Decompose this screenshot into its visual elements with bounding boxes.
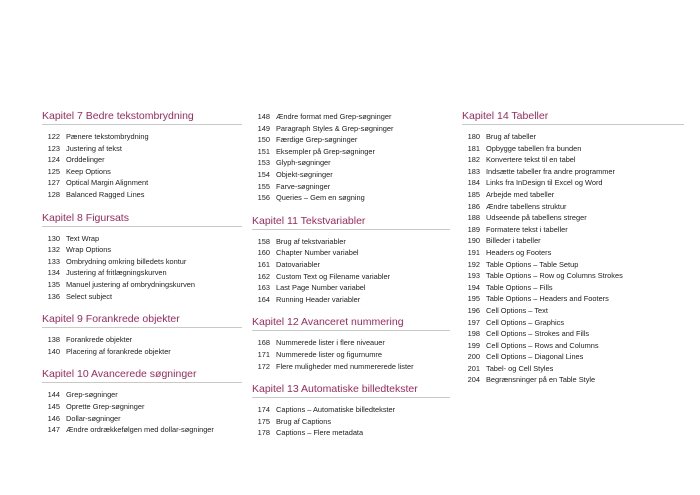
toc-entry <box>462 201 684 213</box>
chapter-section <box>42 313 242 357</box>
entry-title: Glyph-søgninger <box>276 158 331 168</box>
entry-title: Table Options – Fills <box>486 282 553 292</box>
entry-title: Ombrydning omkring billedets kontur <box>66 256 187 266</box>
page-number: 189 <box>467 224 480 234</box>
toc-column-3 <box>462 110 684 397</box>
entry-title: Cell Options – Diagonal Lines <box>486 352 584 362</box>
toc-entry <box>252 236 450 248</box>
chapter-section <box>252 316 450 372</box>
toc-entry <box>42 256 242 268</box>
entry-title: Chapter Number variabel <box>276 248 359 258</box>
continued-entries <box>252 111 450 204</box>
toc-entry <box>462 351 684 363</box>
page-number: 154 <box>257 169 270 179</box>
page-number: 195 <box>467 294 480 304</box>
page-number: 181 <box>467 143 480 153</box>
chapter-section <box>42 110 242 201</box>
page-number: 123 <box>47 143 60 153</box>
page-number: 147 <box>47 425 60 435</box>
entry-title: Grep-søgninger <box>66 390 118 400</box>
toc-entry <box>252 427 450 439</box>
entry-title: Opbygge tabellen fra bunden <box>486 143 582 153</box>
entry-title: Last Page Number variabel <box>276 283 366 293</box>
entry-title: Custom Text og Filename variabler <box>276 271 391 281</box>
page-number: 197 <box>467 317 480 327</box>
toc-entry <box>462 212 684 224</box>
page-number: 140 <box>47 346 60 356</box>
entry-title: Nummerede lister og figurnumre <box>276 349 382 359</box>
entry-title: Indsætte tabeller fra andre programmer <box>486 166 615 176</box>
entry-title: Table Options – Table Setup <box>486 259 579 269</box>
toc-entry <box>252 123 450 135</box>
toc-entry <box>252 169 450 181</box>
chapter-section <box>42 368 242 435</box>
entry-title: Cell Options – Text <box>486 305 548 315</box>
page-number: 186 <box>467 201 480 211</box>
toc-column-2 <box>252 111 450 450</box>
entry-title: Dollar-søgninger <box>66 413 121 423</box>
toc-entry <box>252 271 450 283</box>
page-number: 124 <box>47 155 60 165</box>
page-number: 125 <box>47 166 60 176</box>
toc-entry <box>42 143 242 155</box>
entry-title: Justering af fritlægningskurven <box>66 268 167 278</box>
entry-title: Oprette Grep-søgninger <box>66 401 145 411</box>
entry-title: Cell Options – Graphics <box>486 317 565 327</box>
entry-title: Farve-søgninger <box>276 181 331 191</box>
toc-entry <box>252 146 450 158</box>
chapter-section <box>252 215 450 306</box>
entry-title: Flere muligheder med nummererede lister <box>276 361 414 371</box>
chapter-heading: Kapitel 13 Automatiske billedtekster <box>252 383 450 398</box>
page-number: 198 <box>467 329 480 339</box>
toc-entry <box>252 181 450 193</box>
entry-title: Eksempler på Grep-søgninger <box>276 146 375 156</box>
page-number: 151 <box>257 146 270 156</box>
toc-entry <box>42 244 242 256</box>
entry-title: Pænere tekstombrydning <box>66 132 149 141</box>
entry-title: Datovariabler <box>276 259 320 269</box>
chapter-section <box>252 383 450 439</box>
entry-title: Billeder i tabeller <box>486 236 541 246</box>
toc-entry <box>462 293 684 305</box>
toc-entry <box>462 270 684 282</box>
toc-entry <box>252 404 450 416</box>
toc-entry <box>42 267 242 279</box>
toc-entry <box>42 291 242 303</box>
entry-title: Headers og Footers <box>486 247 552 257</box>
page-number: 145 <box>47 401 60 411</box>
page-number: 164 <box>257 294 270 304</box>
chapter-heading: Kapitel 8 Figursats <box>42 212 242 227</box>
toc-entry <box>462 259 684 271</box>
page-number: 136 <box>47 291 60 301</box>
entry-title: Formatere tekst i tabeller <box>486 224 568 234</box>
page-number: 193 <box>467 271 480 281</box>
page-number: 146 <box>47 413 60 423</box>
page-number: 171 <box>257 349 270 359</box>
page-number: 182 <box>467 155 480 165</box>
entry-title: Orddelinger <box>66 155 105 165</box>
entry-title: Cell Options – Rows and Columns <box>486 340 599 350</box>
entry-title: Brug af tekstvariabler <box>276 236 346 246</box>
entry-title: Ændre ordrækkefølgen med dollar-søgninger <box>66 425 214 435</box>
toc-entry <box>462 166 684 178</box>
entry-title: Ændre format med Grep-søgninger <box>276 112 392 121</box>
page-number: 128 <box>47 189 60 199</box>
entry-title: Running Header variabler <box>276 294 361 304</box>
page-number: 132 <box>47 245 60 255</box>
toc-entry <box>252 259 450 271</box>
toc-entry <box>462 282 684 294</box>
entry-title: Justering af tekst <box>66 143 122 153</box>
toc-entry <box>462 131 684 143</box>
toc-entry <box>462 305 684 317</box>
toc-entry <box>42 424 242 436</box>
entry-title: Udseende på tabellens streger <box>486 213 587 223</box>
page-number: 196 <box>467 305 480 315</box>
page-number: 162 <box>257 271 270 281</box>
entry-title: Tabel- og Cell Styles <box>486 363 554 373</box>
page-number: 200 <box>467 352 480 362</box>
toc-entry <box>252 111 450 123</box>
toc-entry <box>252 294 450 306</box>
toc-entry <box>462 374 684 386</box>
page-number: 188 <box>467 213 480 223</box>
toc-entry <box>462 143 684 155</box>
entry-title: Brug af Captions <box>276 416 332 426</box>
entry-title: Table Options – Row og Columns Strokes <box>486 271 623 281</box>
entry-title: Paragraph Styles & Grep-søgninger <box>276 123 394 133</box>
page-number: 153 <box>257 158 270 168</box>
toc-entry <box>462 189 684 201</box>
page-number: 168 <box>257 338 270 348</box>
entry-title: Nummerede lister i flere niveauer <box>276 338 385 348</box>
page-number: 174 <box>257 405 270 415</box>
page-number: 148 <box>257 112 270 121</box>
toc-entry <box>42 177 242 189</box>
chapter-heading: Kapitel 12 Avanceret nummering <box>252 316 450 331</box>
toc-entry <box>252 416 450 428</box>
entry-title: Placering af forankrede objekter <box>66 346 171 356</box>
toc-entry <box>42 334 242 346</box>
entry-title: Links fra InDesign til Excel og Word <box>486 178 603 188</box>
page-number: 156 <box>257 193 270 203</box>
toc-entry <box>252 337 450 349</box>
page-number: 138 <box>47 335 60 345</box>
page-number: 184 <box>467 178 480 188</box>
page-number: 158 <box>257 236 270 246</box>
toc-entry <box>42 131 242 143</box>
page-number: 199 <box>467 340 480 350</box>
entry-title: Optical Margin Alignment <box>66 178 149 188</box>
page-number: 192 <box>467 259 480 269</box>
page-number: 161 <box>257 259 270 269</box>
entry-title: Konvertere tekst til en tabel <box>486 155 576 165</box>
toc-entry <box>462 363 684 375</box>
chapter-heading: Kapitel 10 Avancerede søgninger <box>42 368 242 383</box>
entry-title: Text Wrap <box>66 233 100 243</box>
toc-entry <box>42 154 242 166</box>
entry-title: Brug af tabeller <box>486 132 537 141</box>
page-number: 160 <box>257 248 270 258</box>
toc-entry <box>42 279 242 291</box>
page-number: 163 <box>257 283 270 293</box>
page-number: 204 <box>467 375 480 385</box>
chapter-heading: Kapitel 7 Bedre tekstombrydning <box>42 110 242 125</box>
chapter-section <box>462 110 684 386</box>
toc-entry <box>462 224 684 236</box>
entry-title: Manuel justering af ombrydningskurven <box>66 279 195 289</box>
entry-title: Select subject <box>66 291 113 301</box>
toc-entry <box>42 389 242 401</box>
page-number: 134 <box>47 268 60 278</box>
toc-entry <box>462 317 684 329</box>
page-number: 183 <box>467 166 480 176</box>
page-number: 135 <box>47 279 60 289</box>
toc-entry <box>462 247 684 259</box>
page-number: 180 <box>467 132 480 141</box>
page-number: 185 <box>467 189 480 199</box>
toc-entry <box>252 247 450 259</box>
toc-entry <box>252 192 450 204</box>
page-number: 194 <box>467 282 480 292</box>
page-number: 150 <box>257 135 270 145</box>
toc-entry <box>42 401 242 413</box>
entry-title: Cell Options – Strokes and Fills <box>486 329 590 339</box>
entry-title: Begrænsninger på en Table Style <box>486 375 596 385</box>
toc-entry <box>42 233 242 245</box>
toc-entry <box>42 413 242 425</box>
chapter-section <box>42 212 242 303</box>
entry-title: Table Options – Headers and Footers <box>486 294 609 304</box>
entry-title: Arbejde med tabeller <box>486 189 555 199</box>
toc-entry <box>252 282 450 294</box>
toc-entry <box>42 166 242 178</box>
page-number: 178 <box>257 428 270 438</box>
page-number: 133 <box>47 256 60 266</box>
entry-title: Queries – Gem en søgning <box>276 193 365 203</box>
page-number: 149 <box>257 123 270 133</box>
page-number: 127 <box>47 178 60 188</box>
chapter-heading: Kapitel 11 Tekstvariabler <box>252 215 450 230</box>
entry-title: Ændre tabellens struktur <box>486 201 567 211</box>
chapter-heading: Kapitel 9 Forankrede objekter <box>42 313 242 328</box>
page-number: 130 <box>47 233 60 243</box>
page-number: 122 <box>47 132 60 141</box>
page-number: 190 <box>467 236 480 246</box>
entry-title: Wrap Options <box>66 245 112 255</box>
toc-entry <box>252 349 450 361</box>
entry-title: Balanced Ragged Lines <box>66 189 145 199</box>
page-number: 155 <box>257 181 270 191</box>
toc-entry <box>252 361 450 373</box>
page-number: 175 <box>257 416 270 426</box>
entry-title: Forankrede objekter <box>66 335 133 345</box>
entry-title: Captions – Automatiske billedtekster <box>276 405 396 415</box>
toc-entry <box>252 157 450 169</box>
entry-title: Keep Options <box>66 166 111 176</box>
toc-entry <box>252 134 450 146</box>
toc-entry <box>462 177 684 189</box>
page-number: 172 <box>257 361 270 371</box>
toc-entry <box>462 154 684 166</box>
toc-entry <box>462 328 684 340</box>
toc-entry <box>462 340 684 352</box>
toc-column-1 <box>42 110 242 447</box>
toc-entry <box>42 189 242 201</box>
page-number: 191 <box>467 247 480 257</box>
entry-title: Captions – Flere metadata <box>276 428 364 438</box>
chapter-heading: Kapitel 14 Tabeller <box>462 110 684 125</box>
entry-title: Objekt-søgninger <box>276 169 333 179</box>
toc-entry <box>42 346 242 358</box>
entry-title: Færdige Grep-søgninger <box>276 135 358 145</box>
page-number: 201 <box>467 363 480 373</box>
page-number: 144 <box>47 390 60 400</box>
toc-entry <box>462 235 684 247</box>
